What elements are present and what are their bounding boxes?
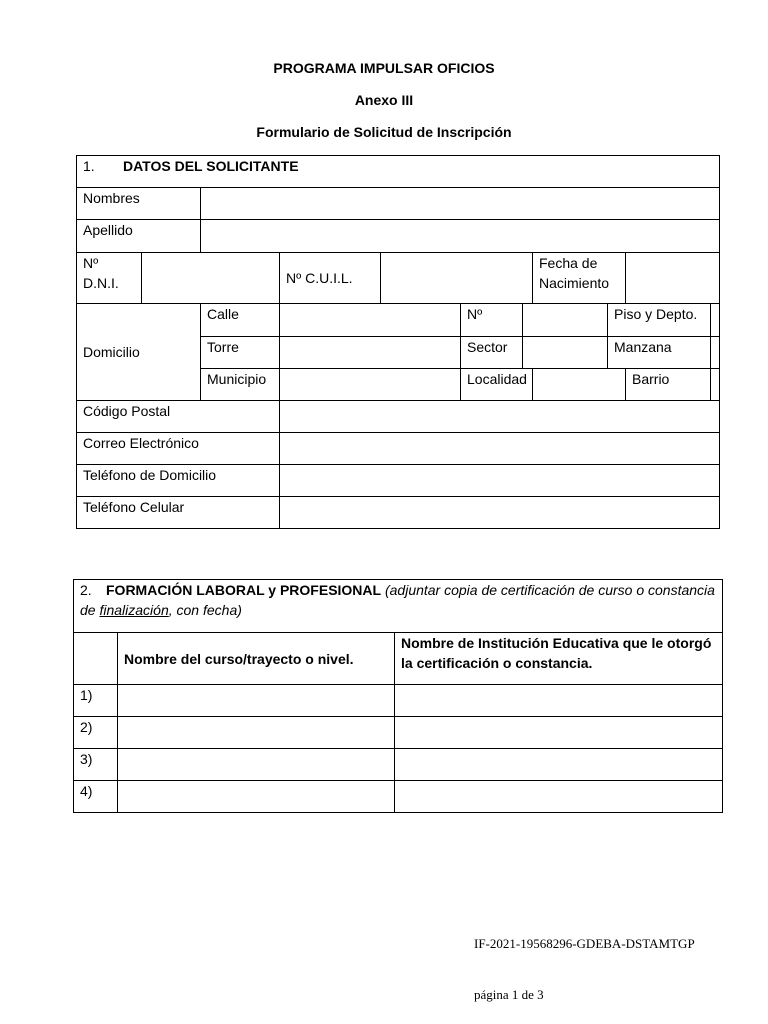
nombres-field[interactable] (201, 188, 720, 220)
header-index-cell (74, 633, 118, 685)
dni-label (77, 253, 142, 304)
piso-label: Piso y Depto. (608, 304, 711, 337)
codigo-postal-label: Código Postal (77, 401, 280, 433)
apellido-label: Apellido (77, 220, 201, 253)
section1-header (77, 156, 720, 188)
piso-field[interactable] (711, 304, 720, 337)
torre-field[interactable] (280, 337, 461, 369)
course-field-3[interactable] (118, 749, 395, 781)
fecha-label-line2: Nacimiento (539, 275, 610, 291)
annex-title: Anexo III (354, 92, 414, 108)
tel-celular-label: Teléfono Celular (77, 497, 280, 529)
fecha-nacimiento-field[interactable] (626, 253, 720, 304)
institution-field-2[interactable] (395, 717, 723, 749)
institution-header: Nombre de Institución Educativa que le otorgó la certificación o constancia. (395, 633, 723, 685)
section1-title: DATOS DEL SOLICITANTE (123, 158, 299, 174)
section2-note: (adjuntar copia de certificación de curso o constancia de finalización, con fecha) (80, 582, 715, 618)
tel-domicilio-label: Teléfono de Domicilio (77, 465, 280, 497)
calle-label: Calle (201, 304, 280, 337)
institution-field-1[interactable] (395, 685, 723, 717)
cuil-field[interactable] (381, 253, 533, 304)
section1-number: 1. (83, 158, 95, 174)
tel-celular-field[interactable] (280, 497, 720, 529)
course-field-1[interactable] (118, 685, 395, 717)
manzana-field[interactable] (711, 337, 720, 369)
correo-label: Correo Electrónico (77, 433, 280, 465)
row-number: 4) (74, 781, 118, 813)
apellido-field[interactable] (201, 220, 720, 253)
barrio-field[interactable] (711, 369, 720, 401)
cuil-label: Nº C.U.I.L. (280, 253, 381, 304)
course-field-2[interactable] (118, 717, 395, 749)
sector-field[interactable] (523, 337, 608, 369)
barrio-label: Barrio (626, 369, 711, 401)
dni-label-line1: Nº (83, 255, 99, 271)
section2-header (74, 580, 723, 633)
numero-label: Nº (461, 304, 523, 337)
row-number: 3) (74, 749, 118, 781)
page-number: página 1 de 3 (474, 987, 544, 1002)
section2-number: 2. (80, 582, 92, 598)
calle-field[interactable] (280, 304, 461, 337)
dni-label-line2: D.N.I. (83, 275, 119, 291)
domicilio-label: Domicilio (77, 304, 201, 401)
correo-field[interactable] (280, 433, 720, 465)
course-field-4[interactable] (118, 781, 395, 813)
form-title: Formulario de Solicitud de Inscripción (256, 124, 512, 140)
codigo-postal-field[interactable] (280, 401, 720, 433)
dni-field[interactable] (142, 253, 280, 304)
numero-field[interactable] (523, 304, 608, 337)
municipio-field[interactable] (280, 369, 461, 401)
training-table (73, 579, 723, 813)
localidad-label: Localidad (461, 369, 533, 401)
localidad-field[interactable] (533, 369, 626, 401)
institution-field-4[interactable] (395, 781, 723, 813)
sector-label: Sector (461, 337, 523, 369)
fecha-label-line1: Fecha de (539, 255, 598, 271)
torre-label: Torre (201, 337, 280, 369)
nombres-label: Nombres (77, 188, 201, 220)
tel-domicilio-field[interactable] (280, 465, 720, 497)
institution-field-3[interactable] (395, 749, 723, 781)
course-name-header: Nombre del curso/trayecto o nivel. (118, 633, 395, 685)
fecha-nacimiento-label (533, 253, 626, 304)
applicant-data-table (76, 155, 720, 529)
program-title: PROGRAMA IMPULSAR OFICIOS (273, 60, 495, 76)
municipio-label: Municipio (201, 369, 280, 401)
document-id: IF-2021-19568296-GDEBA-DSTAMTGP (474, 936, 695, 951)
row-number: 1) (74, 685, 118, 717)
section2-title: FORMACIÓN LABORAL y PROFESIONAL (106, 582, 382, 598)
manzana-label: Manzana (608, 337, 711, 369)
row-number: 2) (74, 717, 118, 749)
